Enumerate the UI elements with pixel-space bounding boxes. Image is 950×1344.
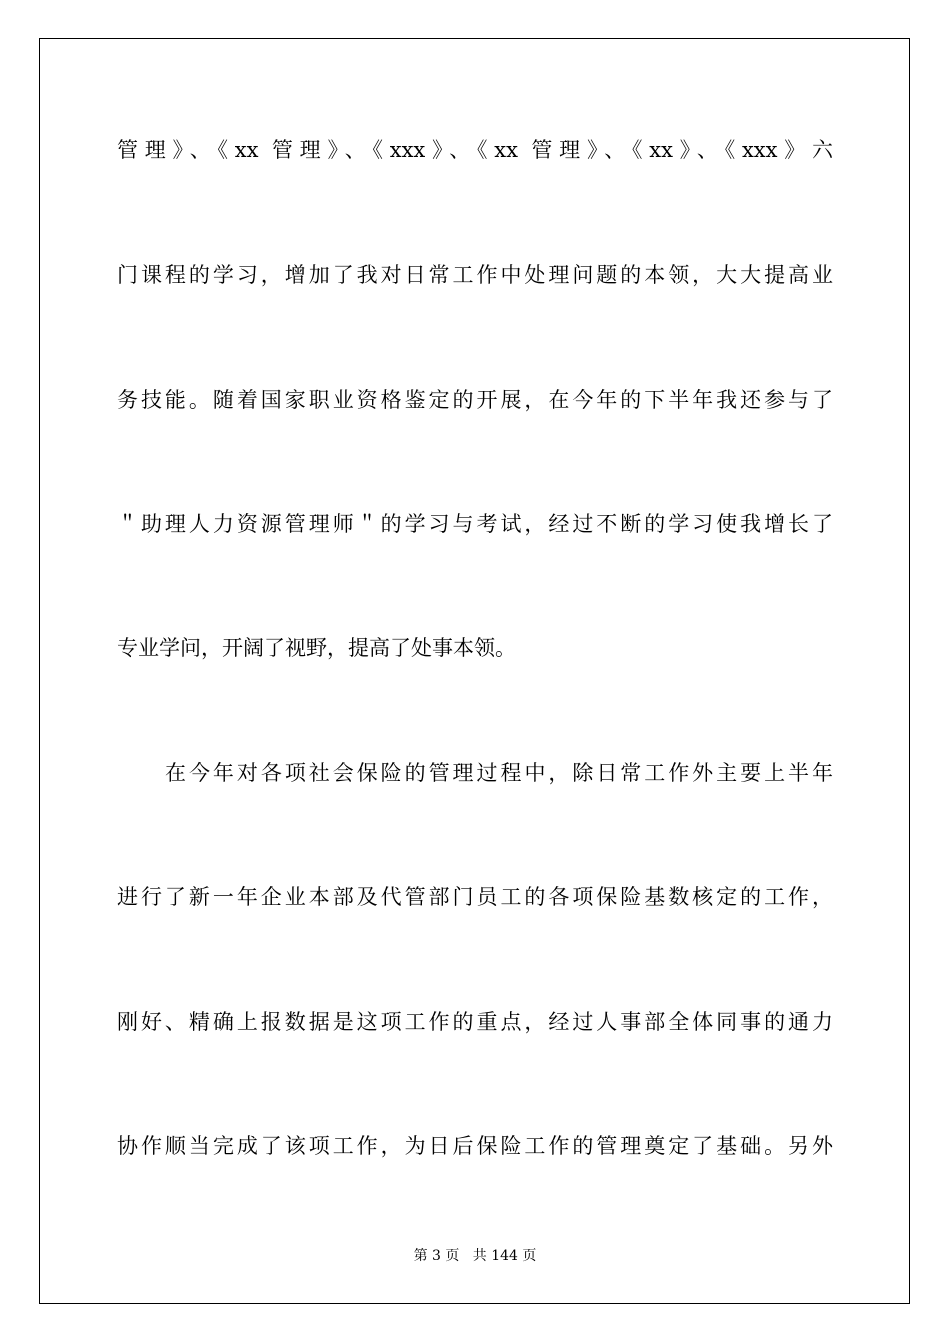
body-text-line-3: 务技能。随着国家职业资格鉴定的开展，在今年的下半年我还参与了 <box>117 388 833 412</box>
body-text-line-7: 进行了新一年企业本部及代管部门员工的各项保险基数核定的工作， <box>117 885 833 909</box>
page-number: 第 3 页 <box>413 1248 460 1264</box>
body-text-line-8: 刚好、精确上报数据是这项工作的重点，经过人事部全体同事的通力 <box>117 1010 833 1034</box>
body-text-line-9: 协作顺当完成了该项工作，为日后保险工作的管理奠定了基础。另外 <box>117 1134 833 1158</box>
paragraph-start-line: 在今年对各项社会保险的管理过程中，除日常工作外主要上半年 <box>165 761 833 785</box>
page-border <box>39 38 910 1304</box>
body-text-line-5: 专业学问，开阔了视野，提高了处事本领。 <box>117 636 516 660</box>
total-pages: 共 144 页 <box>472 1248 537 1264</box>
body-text-line-1: 管理》、《xx 管理》、《xxx》、《xx 管理》、《xx》、《xxx》六 <box>117 138 833 162</box>
body-text-line-4: ＂助理人力资源管理师＂的学习与考试，经过不断的学习使我增长了 <box>117 512 833 536</box>
body-text-line-2: 门课程的学习，增加了我对日常工作中处理问题的本领，大大提高业 <box>117 263 833 287</box>
page-footer <box>0 1247 950 1265</box>
